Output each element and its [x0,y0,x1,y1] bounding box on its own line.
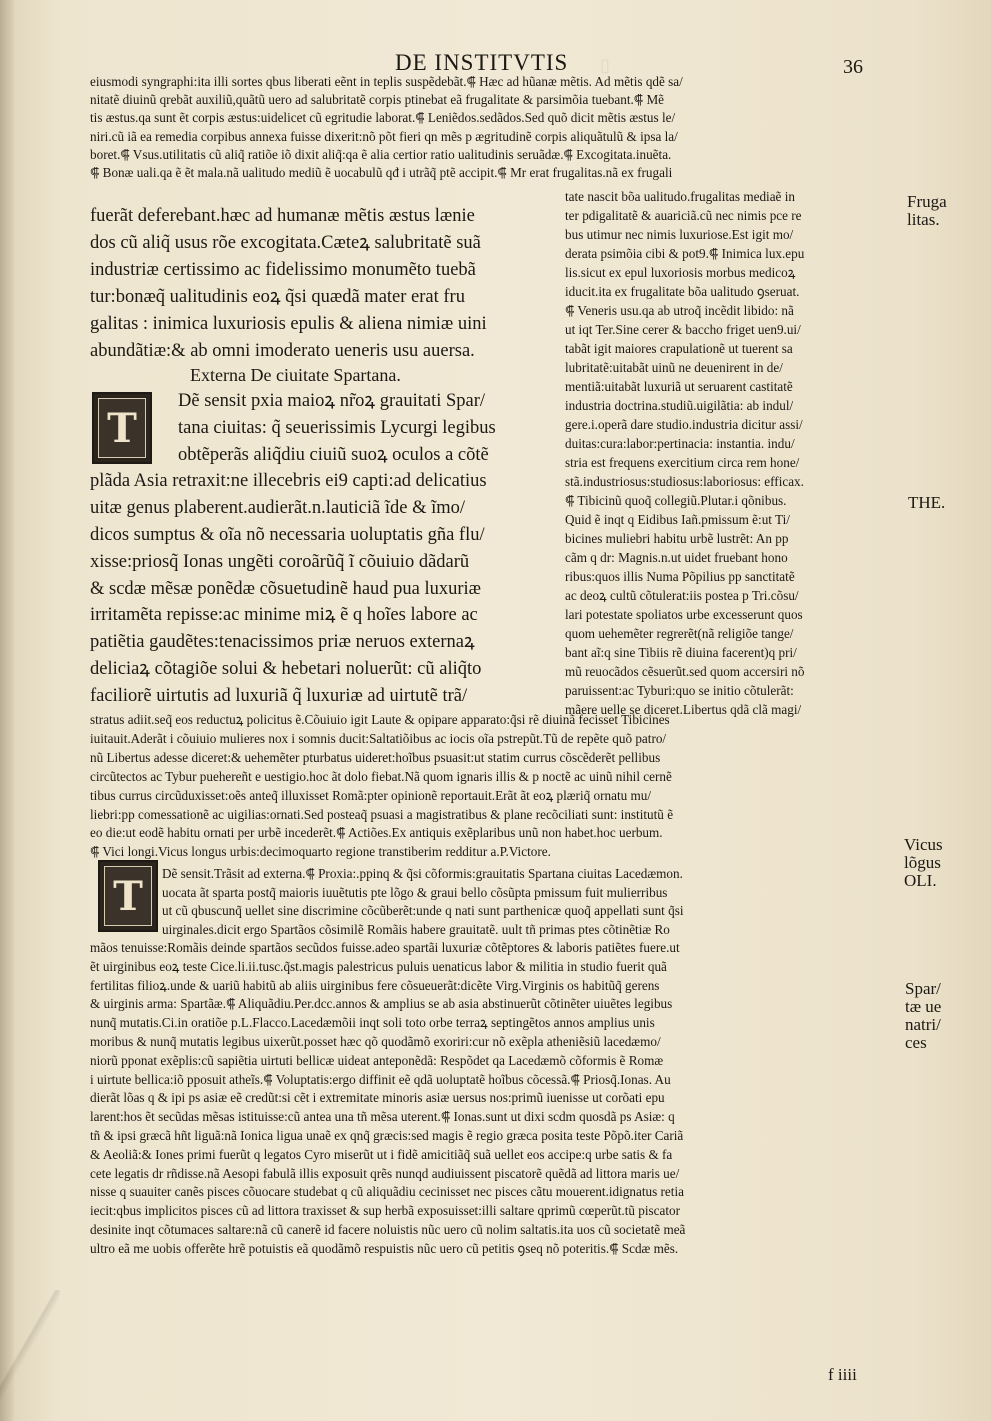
decorated-initial-2 [98,860,158,932]
text-line: & scdæ mẽsæ ponẽdæ cõsuetudinẽ haud pua luxuriæ [90,578,482,599]
commentary-line: nunq̃ mutatis.Ci.in oratiõe p.L.Flacco.Lacedæmõii inqt soli toto orbe terraꝝ septingẽtos annos amplius unis [90,1015,655,1031]
commentary-line: tabãt igit maiores crapulationẽ ut tuerent sa [565,341,793,356]
bleed-through-ghost: ▯ [600,55,610,75]
text-line: galitas : inimica luxuriosis epulis & aliena nimiæ uini [90,314,487,334]
text-line: irritamẽta repisse:ac minime miꝝ ẽ q hoĩes labore ac [90,605,478,626]
commentary-line: industria doctrina.studiũ.uigilãtia: ab indul/ [565,398,794,413]
initial-letter: T [104,866,152,926]
commentary-line: nitatẽ diuinũ qrebãt auxiliũ,quãtũ uero ad salubritatẽ corpis ptinebat eã frugalitate & parsimõia tuebant.⸿ Mẽ [90,92,665,108]
text-line: industriæ certissimo ac fidelissimo monumẽto tuebã [90,260,476,280]
text-line: obtẽperãs aliq̃diu ciuiũ suoꝝ oculos a cõtẽ [178,444,489,465]
commentary-line: mãere uelle se diceret.Libertus qdã clã magi/ [565,702,802,717]
commentary-line: iecit:qbus implicitos pisces cũ ad littora traxisset & sup herbã exposuisset:illi saltare qprimũ cœperũt.tũ piscator [90,1203,681,1219]
text-line: dos cũ aliq̃ usus rõe excogitata.Cæteꝝ salubritatẽ suã [90,233,481,253]
commentary-line: derata psimõia cibi & pot9.⸿ Inimica lux.epu [565,246,805,261]
commentary-line: uocata ãt sparta postq̃ maioris iuuẽtutis pte lõgo & graui bello cõsũpta pmissum fuit mulierribus [162,884,668,900]
page-fold-mark [0,1290,60,1421]
margin-note-spartae: tæ ue [905,997,942,1016]
margin-note-vicus: lõgus [904,853,941,872]
commentary-line: ut cũ qbuscunq̃ uellet sine discrimine cõcũberẽt:unde q nati sunt parthenicæ quoq̃ appellati sunt q̃si [162,903,684,919]
commentary-line: bus utimur nec nimis luxuriose.Est igit mo/ [565,227,794,242]
commentary-line: paruissent:ac Tyburi:quo se initio cõtulerãt: [565,683,794,698]
folio-number: 36 [843,56,863,78]
commentary-line: ⸿ Veneris usu.qa ab utroq̃ incẽdit libido: nã [565,303,794,318]
text-line: Dẽ sensit pxia maioꝝ nr̃oꝝ grauitati Spar/ [178,391,486,411]
commentary-line: iuitauit.Aderãt i cõuiuio mulieres nox i somnis ducit:Saltatiõibus ac iocis oĩa pstrepũt.Tũ de repẽte quõ patro/ [90,730,667,746]
text-line: dicos sumptus & oĩa nõ necessaria uoluptatis gña flu/ [90,525,485,545]
commentary-line: circũtectos ac Tybur puehereñt e uestigio.hoc ãt dolo fiebat.Nã quom ignaris illis & p noctẽ ac uinũ nihil cernẽ [90,768,672,784]
commentary-line: & Aeoliã:& Iones primi fuerũt q legatos Cyro miserũt ut i fidẽ amicitiãq̃ suã uellet eos accipe:q urbe satis & fa [90,1146,673,1162]
commentary-line: mãos tenuisse:Romãis deinde spartãos secũdos fuisse.adeo spartãi luxuriæ cõtẽptores & laboris patiẽtes fuere.ut [90,940,680,955]
commentary-line: nũ Libertus adesse diceret:& uehemẽter pturbatus uideret:hoĩbus psuasit:ut statim currus cõscẽderẽt pellibus [90,749,661,765]
text-line: xisse:priosq̃ Ionas ungẽti coroãrũq̃ ĩ cõuiuio dãdarũ [90,551,470,572]
text-line: deliciaꝝ cõtagiõe solui & hebetari noluerũt: cũ aliq̃to [90,659,482,679]
commentary-line: uirginales.dicit ergo Spartãos cõsimilẽ Romãis habere grauitatẽ. uult tñ primas ptes cõtinẽtiæ Ro [162,921,670,937]
commentary-line: tñ & ipsi græcã hñt liguã:nã Ionica ligua unaẽ ex qnq̃ græcis:sed magis ẽ regio græca posita teste Põpõ.iter Cariã [90,1128,684,1143]
commentary-line: Dẽ sensit.Trãsit ad externa.⸿ Proxia:.ppinq & q̃si cõformis:grauitatis Spartana ciuitas Lacedæmon. [162,866,683,881]
commentary-line: fertilitas filioꝝ.unde & uariũ habitũ ab aliis uirginibus fere cõsueuerãt:dicẽte Virg.Virginis os habitũq̃ gerens [90,977,660,993]
commentary-line: bicines muliebri habitu urbẽ lustrẽt: An pp [565,531,789,546]
commentary-line: i uirtute bellica:iõ pposuit atheĩs.⸿ Voluptatis:ergo diffinit eẽ qdã uoluptatẽ hoĩbus cõcessã.⸿ Priosq̃.Ionas. Au [90,1071,671,1087]
commentary-line: mũ reuocãdos cẽsuerũt.sed quom accersiri nõ [565,664,805,679]
commentary-line: ⸿ Vici longi.Vicus longus urbis:decimoquarto regione transtiberim redditur a.P.Victore. [90,844,551,860]
commentary-line: duitas:cura:labor:pertinacia: instantia. indu/ [565,436,795,451]
decorated-initial-1 [92,392,152,464]
commentary-line: lis.sicut ex epul luxoriosis morbus medicoꝝ [565,265,796,280]
commentary-line: iducit.ita ex frugalitate bõa ualitudo ꝯseruat. [565,284,800,299]
running-header: DE INSTITVTIS [395,50,569,75]
commentary-line: dierãt lõas q & ipi ps asiæ eẽ credũt:si cẽt i extremitate minoris asiæ uersus nos:primũ iuenisse ut corõati epu [90,1090,665,1106]
text-line: fuerãt deferebant.hæc ad humanæ mẽtis æstus lænie [90,206,475,226]
commentary-line: ⸿ Bonæ uali.qa ẽ ẽt mala.nã ualitudo mediũ ẽ uocabulũ qđ i utrãq̃ ptẽ accipit.⸿ Mr erat frugalitas.nã ex frugali [90,165,673,180]
commentary-line: gere.i.operã dare studio.industria dicitur assi/ [565,417,803,432]
signature-mark: f iiii [828,1365,857,1384]
commentary-line: stria est frequens exercitium circa rem hone/ [565,455,800,470]
commentary-line: tibus currus circũduxisset:oẽs anteq̃ illuxisset Romã:pter opinionẽ reportauit.Erãt ãt eoꝝ plæriq̃ ornatu mu/ [90,787,652,803]
commentary-line: eo die:ut eodẽ habitu ornati per urbẽ incederẽt.⸿ Actiões.Ex antiquis exẽplaribus unũ non habet.hoc uerbum. [90,825,663,841]
commentary-line: boret.⸿ Vsus.utilitatis cũ aliq̃ ratiõe iõ dixit aliq̃:qa ẽ alia certior ratio ualitudinis seruãdæ.⸿ Excogitata.inuẽta. [90,146,672,162]
commentary-line: larent:hos ẽt secũdas mẽsas istituisse:cũ antea una tñ mẽsa uterent.⸿ Ionas.sunt ut dixi scdm quosdã ps Asiæ: q [90,1109,675,1125]
margin-note-vicus: OLI. [904,871,937,890]
commentary-line: & uirginis arma: Spartãæ.⸿ Aliquãdiu.Per.dcc.annos & amplius se ab asia abstinuerũt cõtinẽter uiuẽtes legibus [90,996,673,1012]
text-line: patiẽtia gaudẽtes:tenacissimos priæ neruos externaꝝ [90,632,475,653]
commentary-line: cete legatis dr rñdisse.nã Aesopi fabulã illis exposuit qrẽs nunqd audiuissent piscatorẽ quẽdã ad littora maris ue/ [90,1165,680,1181]
margin-note-spartae: Spar/ [905,979,941,998]
commentary-line: ter pdigalitatẽ & auariciã.cũ nec nimis pce re [565,208,802,223]
commentary-line: liebri:pp comessationẽ ac uigilias:ornati.Sed posteaq̃ psuasi a magistratibus & plane recõciliati sunt: institutũ ẽ [90,806,674,822]
commentary-line: stratus adiit.seq̃ eos reductuꝝ policitus ẽ.Cõuiuio igit Laute & opipare apparato:q̃si rẽ diuinã fecisset Tibicines [90,712,670,727]
commentary-line: moribus & nunq̃ mutatis legibus uixerũt.posset hæc qõ quodãmõ exoriri:cur nõ exẽpla atheniẽsiũ lacedæmo/ [90,1034,661,1049]
commentary-line: niri.cũ iã ea remedia corpibus annexa fuisse dixerit:nõ põt fieri qn mẽs p ægritudinẽ corpis aliquãtulũ & ipsa la/ [90,128,678,144]
commentary-line: ribus:quos illis Numa Põpilius pp sanctitatẽ [565,569,795,584]
page-edge-shadow [0,0,14,1421]
text-line: tana ciuitas: q̃ seuerissimis Lycurgi legibus [178,417,496,438]
commentary-line: stã.industriosus:studiosus:laboriosus: efficax. [565,474,804,489]
margin-note-frugalitas: Fruga [907,192,947,211]
text-line: tur:bonæq̃ ualitudinis eoꝝ q̃si quædã mater erat fru [90,287,465,307]
commentary-line: quom uehemẽter regrerẽt(nã religiõe tange/ [565,626,794,641]
text-line: abundãtiæ:& ab omni imoderato ueneris usu auersa. [90,341,475,361]
margin-note-the: THE. [908,493,946,512]
commentary-line: nisse q suauiter canẽs pisces cõuocare studebat q cũ aliquãdiu cecinisset nec pisces cãtu mouerent.idignatus retia [90,1184,684,1200]
commentary-line: bant aĩ:q sine Tibiis rẽ diuina facerent)q pri/ [565,645,797,660]
margin-note-frugalitas: litas. [907,210,940,229]
commentary-line: tate nascit bõa ualitudo.frugalitas mediaẽ in [565,189,795,204]
text-line: uitæ genus plaberent.audierãt.n.lauticiã ĩde & ĩmo/ [90,498,466,519]
commentary-line: lubritatẽ:uitabãt uinũ ne deuenirent in de/ [565,360,783,375]
commentary-line: desinite inqt cõtumaces saltare:nã cũ canerẽ id facere noluistis nũc uero cũ nolim saltatis.ita uos cũ societatẽ meã [90,1222,686,1237]
commentary-line: ẽt uirginibus eoꝝ teste Cice.li.ii.tusc.q̃st.magis palestricus puluis uenaticus labor & militia in studio fuerit quã [90,958,667,974]
commentary-line: ultro eã me uobis offerẽte hrẽ potuistis eã quodãmõ respuistis nũc uero cũ petitis ꝯseq nõ poteritis.⸿ Scdæ mẽs. [90,1240,679,1256]
commentary-line: mentiã:uitabãt luxuriã ut seruarent castitatẽ [565,379,793,394]
section-heading: Externa De ciuitate Spartana. [190,365,401,385]
text-line: faciliorẽ uirtutis ad luxuriã q̃ luxuriæ ad uirtutẽ trã/ [90,685,468,706]
margin-note-vicus: Vicus [904,835,943,854]
commentary-line: ut iqt Ter.Sine cerer & baccho friget uen9.ui/ [565,322,801,337]
commentary-line: lari potestate spoliatos urbe excesserunt quos [565,607,803,622]
commentary-line: Quid ẽ inqt q Eidibus Iañ.pmissum ẽ:ut Ti/ [565,512,790,527]
initial-letter: T [98,398,146,458]
commentary-line: cãm q dr: Magnis.n.ut uidet fruebant hono [565,550,788,565]
commentary-line: eiusmodi syngraphi:ita illi sortes qbus liberati eẽnt in teplis suspẽdebãt.⸿ Hæc ad hũanæ mẽtis. Ad mẽtis qdẽ sa/ [90,74,683,89]
text-line: plãda Asia retraxit:ne illecebris ei9 capti:ad delicatius [90,471,487,492]
commentary-line: tis æstus.qa sunt ẽt corpis æstus:uidelicet cũ egritudie laborat.⸿ Leniẽdos.sedãdos.Sed quõ dicit mẽtis æstus le/ [90,110,676,126]
commentary-line: niorũ pponat exẽplis:cũ sapiẽtia uirtuti bellicæ uideat anteponẽdã: Respõdet qa Lacedæmõ cõformis ẽ Romæ [90,1052,664,1068]
commentary-line: ac deoꝝ cultũ cõtulerat:iis postea p Tri.cõsu/ [565,588,799,603]
commentary-line: ⸿ Tibicinũ quoq̃ collegiũ.Plutar.i qõnibus. [565,493,787,508]
margin-note-spartae: ces [905,1033,927,1052]
margin-note-spartae: natri/ [905,1015,941,1034]
